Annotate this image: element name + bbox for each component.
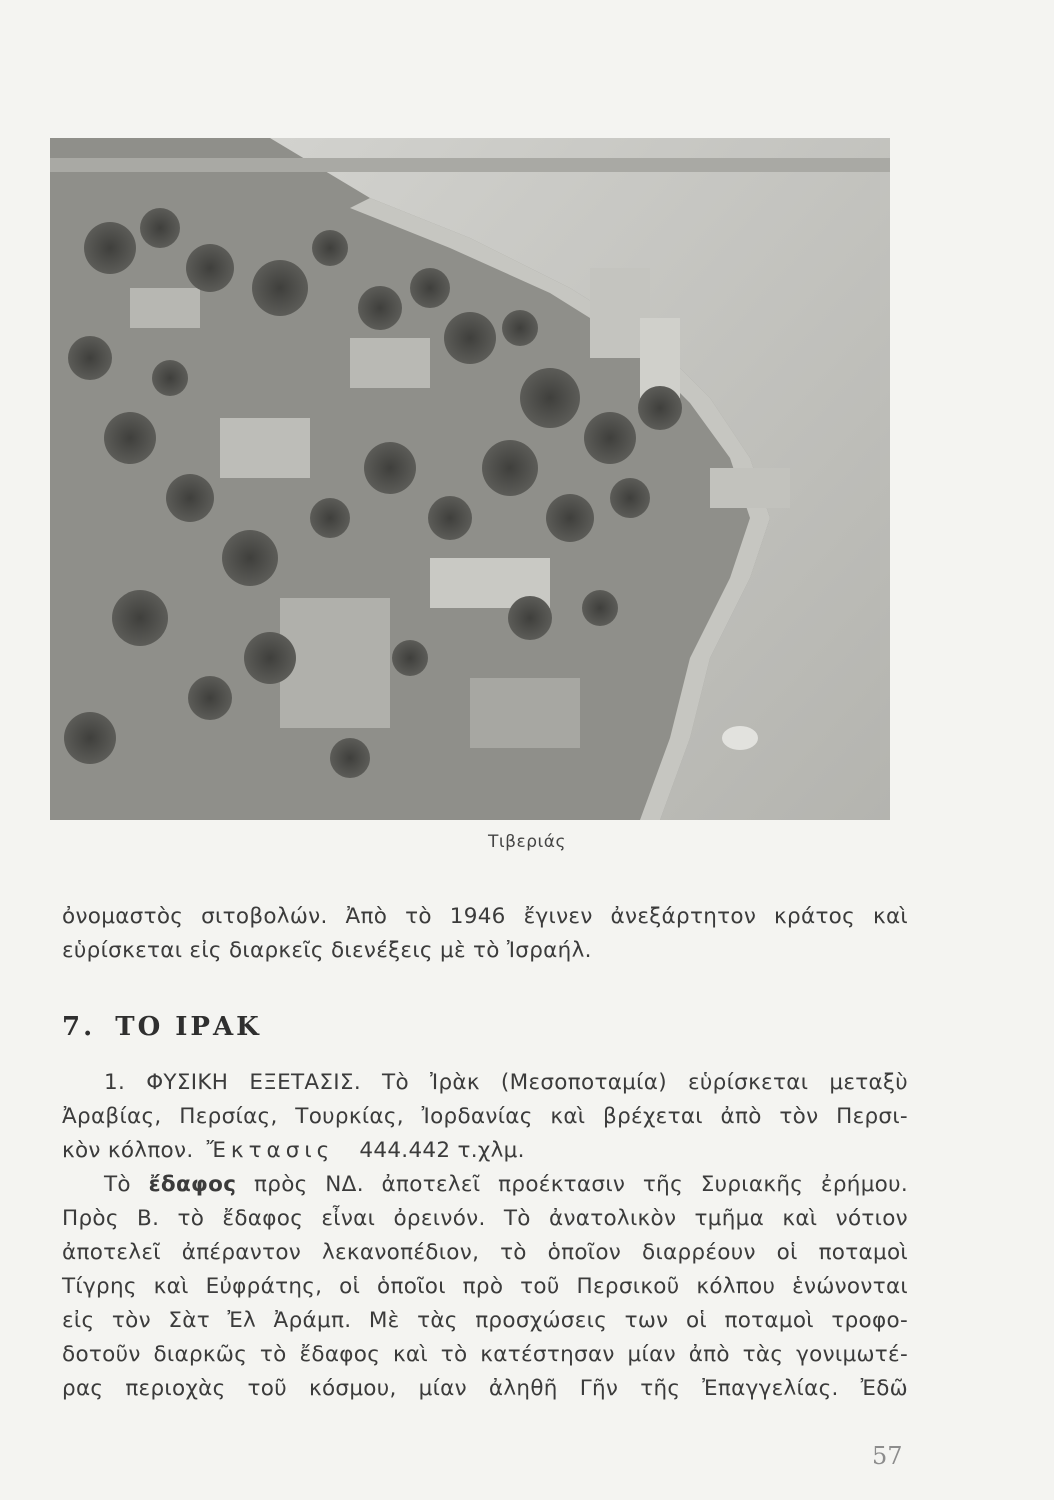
- text-line: εἰς τὸν Σὰτ Ἐλ Ἀράμπ. Μὲ τὰς προσχώσεις των οἱ ποταμοὶ τροφο-: [62, 1308, 908, 1333]
- area-value: 444.442 τ.χλμ.: [359, 1138, 525, 1163]
- section-number: 7.: [62, 1012, 96, 1042]
- text-line: Ἀραβίας, Περσίας, Τουρκίας, Ἰορδανίας καὶ βρέχεται ἀπὸ τὸν Περσι-: [62, 1104, 908, 1129]
- text-line-start: κὸν κόλπον.: [62, 1138, 194, 1163]
- physical-paragraph: [62, 1066, 908, 1168]
- text-line: Πρὸς Β. τὸ ἔδαφος εἶναι ὀρεινόν. Τὸ ἀνατολικὸν τμῆμα καὶ νότιον: [62, 1206, 908, 1231]
- aerial-photo-tiberias: [50, 138, 890, 820]
- text-line: [62, 1168, 908, 1202]
- text-rest: πρὸς ΝΔ. ἀποτελεῖ προέκτασιν τῆς Συριακῆς ἐρήμου.: [254, 1172, 908, 1197]
- section-title: ΤΟ ΙΡΑΚ: [115, 1012, 262, 1042]
- terrain-paragraph: [62, 1168, 908, 1406]
- section-heading: [62, 1012, 262, 1042]
- text-line: ὀνομαστὸς σιτοβολών. Ἀπὸ τὸ 1946 ἔγινεν ἀνεξάρτητον κράτος καὶ: [62, 904, 908, 929]
- aerial-photo-image: [50, 138, 890, 820]
- photo-caption: Τιβεριάς: [488, 832, 566, 852]
- text-line: εὑρίσκεται εἰς διαρκεῖς διενέξεις μὲ τὸ Ἰσραήλ.: [62, 938, 592, 963]
- intro-paragraph: [62, 900, 908, 968]
- text-line: Τίγρης καὶ Εὐφράτης, οἱ ὁποῖοι πρὸ τοῦ Περσικοῦ κόλπου ἑνώνονται: [62, 1274, 908, 1299]
- text-line: ἀποτελεῖ ἀπέραντον λεκανοπέδιον, τὸ ὁποῖον διαρρέουν οἱ ποταμοὶ: [62, 1240, 908, 1265]
- text-line: 1. ΦΥΣΙΚΗ ΕΞΕΤΑΣΙΣ. Τὸ Ἰρὰκ (Μεσοποταμία) εὑρίσκεται μεταξὺ: [104, 1070, 908, 1095]
- bold-term: ἔδαφος: [148, 1172, 237, 1197]
- text-lead: Τὸ: [104, 1172, 131, 1197]
- area-label: Ἔκτασις: [206, 1138, 335, 1163]
- page-number: 57: [872, 1442, 903, 1470]
- text-line: δοτοῦν διαρκῶς τὸ ἔδαφος καὶ τὸ κατέστησαν μίαν ἀπὸ τὰς γονιμωτέ-: [62, 1342, 908, 1367]
- text-line: [62, 1134, 908, 1168]
- text-line: ρας περιοχὰς τοῦ κόσμου, μίαν ἀληθῆ Γῆν τῆς Ἐπαγγελίας. Ἐδῶ: [62, 1376, 908, 1401]
